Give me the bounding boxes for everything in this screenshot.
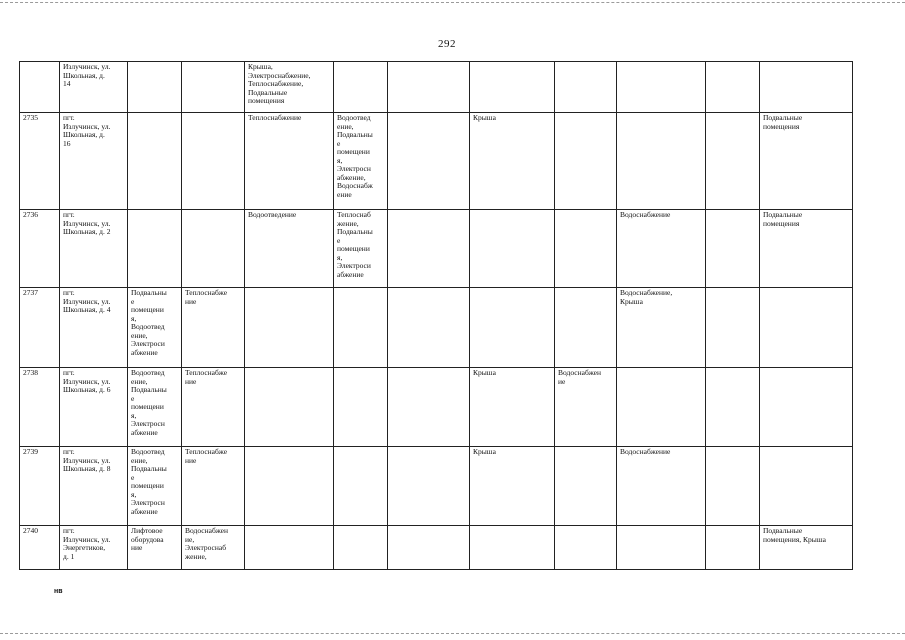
table-cell — [470, 288, 555, 368]
table-cell — [128, 113, 182, 210]
table-cell: Водоснабжение — [617, 447, 706, 526]
table-cell — [760, 368, 853, 447]
table-cell — [617, 526, 706, 570]
table-cell: Крыша, Электроснабжение, Теплоснабжение, Подвальные помещения — [245, 62, 334, 113]
table-cell — [128, 62, 182, 113]
table-cell — [182, 210, 245, 288]
table-cell: Теплоснаб жение, Подвальны е помещени я, Электроси абжение — [334, 210, 388, 288]
table-cell — [555, 447, 617, 526]
table-cell: Подвальны е помещени я, Водоотвед ение, Электроси абжение — [128, 288, 182, 368]
table-cell: Подвальные помещения — [760, 113, 853, 210]
table-cell — [470, 62, 555, 113]
address-cell: пгт. Излучинск, ул. Школьная, д. 2 — [60, 210, 128, 288]
table-cell: Крыша — [470, 447, 555, 526]
table-cell: Водоотвед ение, Подвальны е помещени я, Электросн абжение — [128, 368, 182, 447]
table-cell — [388, 526, 470, 570]
table-cell — [334, 62, 388, 113]
table-cell: Крыша — [470, 113, 555, 210]
address-cell: Излучинск, ул. Школьная, д. 14 — [60, 62, 128, 113]
address-cell: пгт. Излучинск, ул. Школьная, д. 8 — [60, 447, 128, 526]
table-cell — [245, 368, 334, 447]
table-cell — [760, 62, 853, 113]
table-cell: Теплоснабже ние — [182, 288, 245, 368]
table-cell — [334, 447, 388, 526]
table-row — [20, 368, 853, 447]
table-cell — [334, 526, 388, 570]
table-cell — [706, 113, 760, 210]
table-row — [20, 210, 853, 288]
scan-edge-bottom — [0, 633, 905, 634]
table-cell: Водоотвед ение, Подвальны е помещени я, Электросн абжение, Водоснабж ение — [334, 113, 388, 210]
table-cell — [470, 210, 555, 288]
table-cell: Теплоснабже ние — [182, 447, 245, 526]
table-cell — [706, 288, 760, 368]
table-row — [20, 526, 853, 570]
row-number-cell: 2740 — [20, 526, 60, 570]
table-cell — [555, 113, 617, 210]
table-cell — [128, 210, 182, 288]
table-cell — [617, 62, 706, 113]
table-cell — [555, 288, 617, 368]
table-cell — [706, 447, 760, 526]
row-number-cell: 2736 — [20, 210, 60, 288]
table-cell — [388, 447, 470, 526]
table-cell — [706, 62, 760, 113]
table-cell — [617, 368, 706, 447]
row-number-cell: 2739 — [20, 447, 60, 526]
table-cell — [555, 526, 617, 570]
row-number-cell: 2738 — [20, 368, 60, 447]
table-cell: Теплоснабжение — [245, 113, 334, 210]
register-table — [19, 61, 853, 570]
table-cell — [470, 526, 555, 570]
table-cell — [388, 113, 470, 210]
table-cell — [388, 210, 470, 288]
table-cell: Лифтовое оборудова ние — [128, 526, 182, 570]
table-cell — [388, 62, 470, 113]
table-cell: Подвальные помещения, Крыша — [760, 526, 853, 570]
page-number: 292 — [438, 38, 456, 50]
address-cell: пгт. Излучинск, ул. Школьная, д. 6 — [60, 368, 128, 447]
table-cell — [760, 288, 853, 368]
table-cell — [334, 368, 388, 447]
register-table-body — [20, 62, 853, 570]
table-cell — [245, 288, 334, 368]
table-cell: Водоотведение — [245, 210, 334, 288]
address-cell: пгт. Излучинск, ул. Энергетиков, д. 1 — [60, 526, 128, 570]
table-cell — [245, 447, 334, 526]
table-cell — [182, 62, 245, 113]
row-number-cell — [20, 62, 60, 113]
table-row — [20, 288, 853, 368]
table-cell — [388, 368, 470, 447]
address-cell: пгт. Излучинск, ул. Школьная, д. 4 — [60, 288, 128, 368]
table-cell: Подвальные помещения — [760, 210, 853, 288]
address-cell: пгт. Излучинск, ул. Школьная, д. 16 — [60, 113, 128, 210]
row-number-cell: 2737 — [20, 288, 60, 368]
table-cell — [182, 113, 245, 210]
table-cell — [245, 526, 334, 570]
table-cell: Водоснабжение — [617, 210, 706, 288]
table-cell: Крыша — [470, 368, 555, 447]
table-cell — [617, 113, 706, 210]
table-cell — [760, 447, 853, 526]
table-cell: Теплоснабже ние — [182, 368, 245, 447]
table-cell — [388, 288, 470, 368]
table-cell — [706, 210, 760, 288]
table-cell — [706, 526, 760, 570]
table-row — [20, 62, 853, 113]
table-cell — [555, 210, 617, 288]
table-row — [20, 447, 853, 526]
table-cell: Водоснабжение, Крыша — [617, 288, 706, 368]
table-row — [20, 113, 853, 210]
table-cell: Водоотвед ение, Подвальны е помещени я, Электросн абжение — [128, 447, 182, 526]
footer-mark: нв — [54, 588, 63, 595]
table-cell — [555, 62, 617, 113]
table-cell: Водоснабжен ие — [555, 368, 617, 447]
row-number-cell: 2735 — [20, 113, 60, 210]
table-cell — [706, 368, 760, 447]
scan-edge-top — [0, 2, 905, 3]
table-cell — [334, 288, 388, 368]
table-cell: Водоснабжен ие, Электроснаб жение, — [182, 526, 245, 570]
